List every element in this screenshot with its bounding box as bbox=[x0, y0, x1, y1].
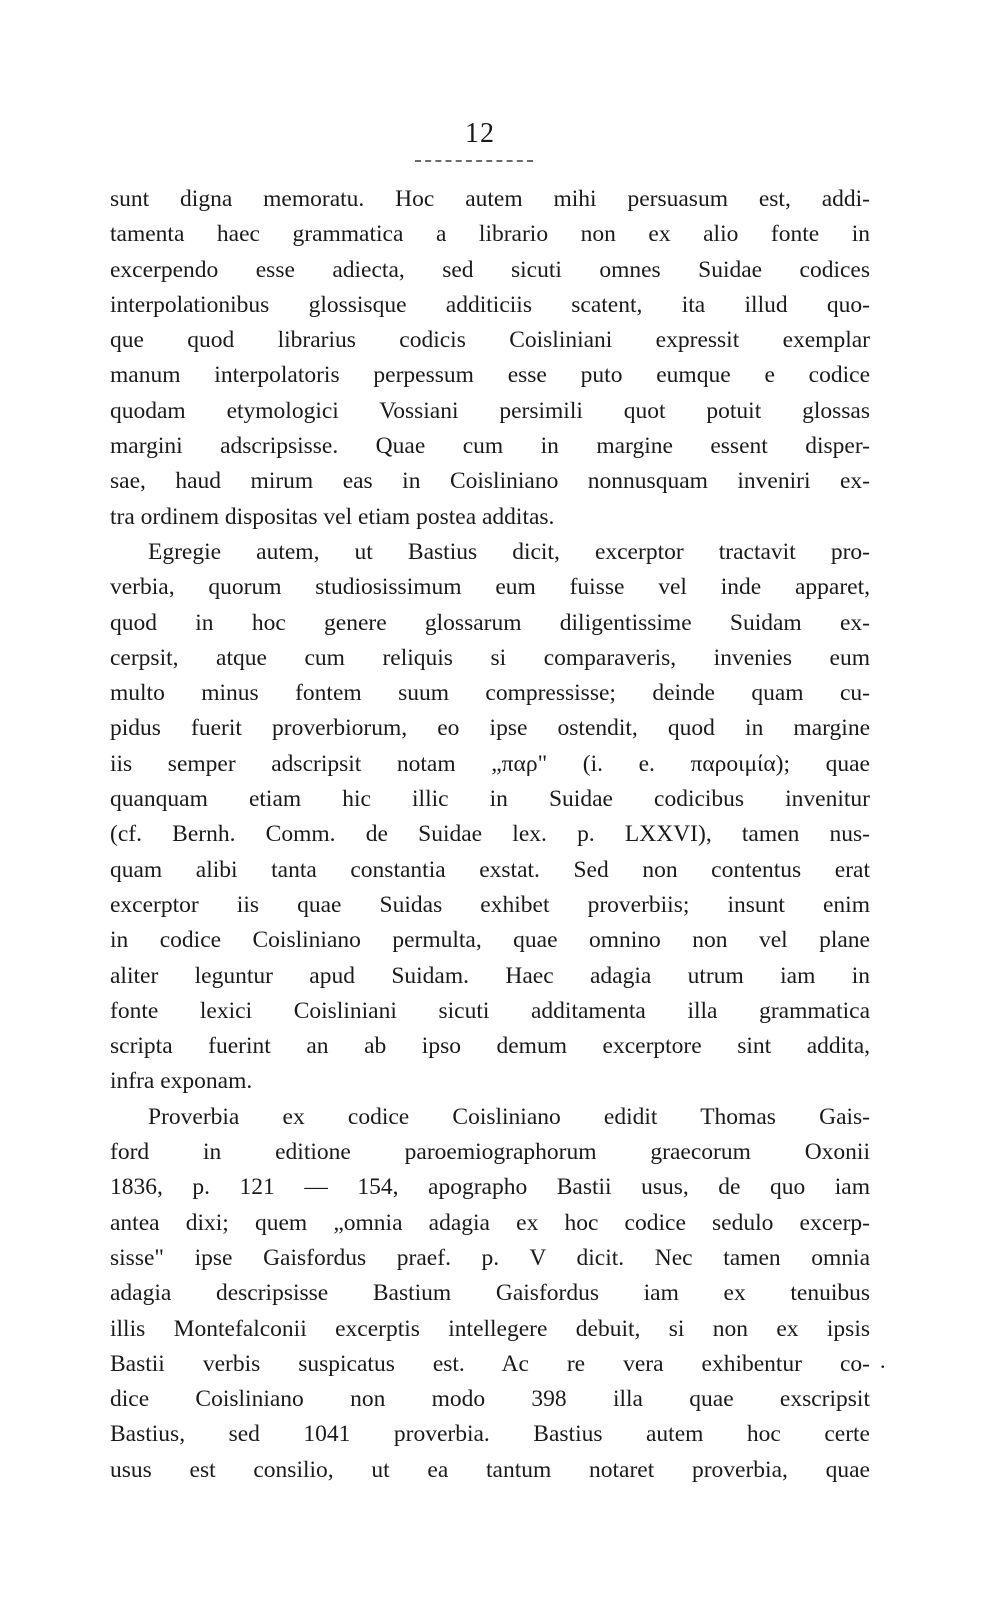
text-line: Proverbia ex codice Coisliniano edidit Thomas Gais- bbox=[148, 1103, 870, 1130]
text-line: sisse" ipse Gaisfordus praef. p. V dicit. Nec tamen omnia bbox=[110, 1244, 870, 1271]
text-line: ford in editione paroemiographorum graecorum Oxonii bbox=[110, 1139, 870, 1166]
body-text bbox=[110, 182, 870, 1488]
text-line: aliter leguntur apud Suidam. Haec adagia utrum iam in bbox=[110, 962, 870, 989]
text-line: Bastius, sed 1041 proverbia. Bastius autem hoc certe bbox=[110, 1421, 870, 1448]
text-line: Bastii verbis suspicatus est. Ac re vera exhibentur co- bbox=[110, 1350, 870, 1377]
text-line: iis semper adscripsit notam „παρ" (i. e. παροιμία); quae bbox=[110, 750, 870, 777]
text-line: quodam etymologici Vossiani persimili quot potuit glossas bbox=[110, 397, 870, 424]
text-line: (cf. Bernh. Comm. de Suidae lex. p. LXXVI), tamen nus- bbox=[110, 821, 870, 848]
text-line: illis Montefalconii excerptis intellegere debuit, si non ex ipsis bbox=[110, 1315, 870, 1342]
text-line: adagia descripsisse Bastium Gaisfordus iam ex tenuibus bbox=[110, 1280, 870, 1307]
text-line: antea dixi; quem „omnia adagia ex hoc codice sedulo excerp- bbox=[110, 1209, 870, 1236]
text-line: multo minus fontem suum compressisse; deinde quam cu- bbox=[110, 680, 870, 707]
text-line: excerpendo esse adiecta, sed sicuti omnes Suidae codices bbox=[110, 256, 870, 283]
text-line: usus est consilio, ut ea tantum notaret proverbia, quae bbox=[110, 1456, 870, 1483]
text-line: tra ordinem dispositas vel etiam postea additas. bbox=[110, 503, 555, 530]
text-line: quanquam etiam hic illic in Suidae codicibus invenitur bbox=[110, 786, 870, 813]
text-line: quod in hoc genere glossarum diligentissime Suidam ex- bbox=[110, 609, 870, 636]
page-number: 12 bbox=[465, 118, 495, 149]
text-line: in codice Coisliniano permulta, quae omnino non vel plane bbox=[110, 927, 870, 954]
text-line: interpolationibus glossisque additiciis scatent, ita illud quo- bbox=[110, 291, 870, 318]
text-line: sunt digna memoratu. Hoc autem mihi persuasum est, addi- bbox=[110, 186, 870, 212]
text-line: fonte lexici Coisliniani sicuti additamenta illa grammatica bbox=[110, 997, 870, 1024]
text-line: quam alibi tanta constantia exstat. Sed non contentus erat bbox=[110, 856, 870, 883]
text-line: que quod librarius codicis Coisliniani expressit exemplar bbox=[110, 327, 870, 354]
text-line: infra exponam. bbox=[110, 1068, 253, 1095]
text-line: excerptor iis quae Suidas exhibet proverbiis; insunt enim bbox=[110, 891, 870, 918]
text-line: sae, haud mirum eas in Coisliniano nonnusquam inveniri ex- bbox=[110, 468, 870, 495]
page-number-rule bbox=[415, 160, 533, 162]
text-line: scripta fuerint an ab ipso demum excerptore sint addita, bbox=[110, 1033, 870, 1060]
text-line: margini adscripsisse. Quae cum in margine essent disper- bbox=[110, 433, 870, 460]
text-line: verbia, quorum studiosissimum eum fuisse vel inde apparet, bbox=[110, 574, 870, 601]
text-line: cerpsit, atque cum reliquis si comparaveris, invenies eum bbox=[110, 644, 870, 671]
margin-mark: . bbox=[880, 1348, 886, 1373]
text-line: manum interpolatoris perpessum esse puto eumque e codice bbox=[110, 362, 870, 389]
text-line: Egregie autem, ut Bastius dicit, excerptor tractavit pro- bbox=[148, 538, 870, 565]
text-line: tamenta haec grammatica a librario non ex alio fonte in bbox=[110, 221, 870, 248]
text-line: pidus fuerit proverbiorum, eo ipse ostendit, quod in margine bbox=[110, 715, 870, 742]
text-line: 1836, p. 121 — 154, apographo Bastii usus, de quo iam bbox=[110, 1174, 870, 1201]
text-line: dice Coisliniano non modo 398 illa quae exscripsit bbox=[110, 1386, 870, 1413]
